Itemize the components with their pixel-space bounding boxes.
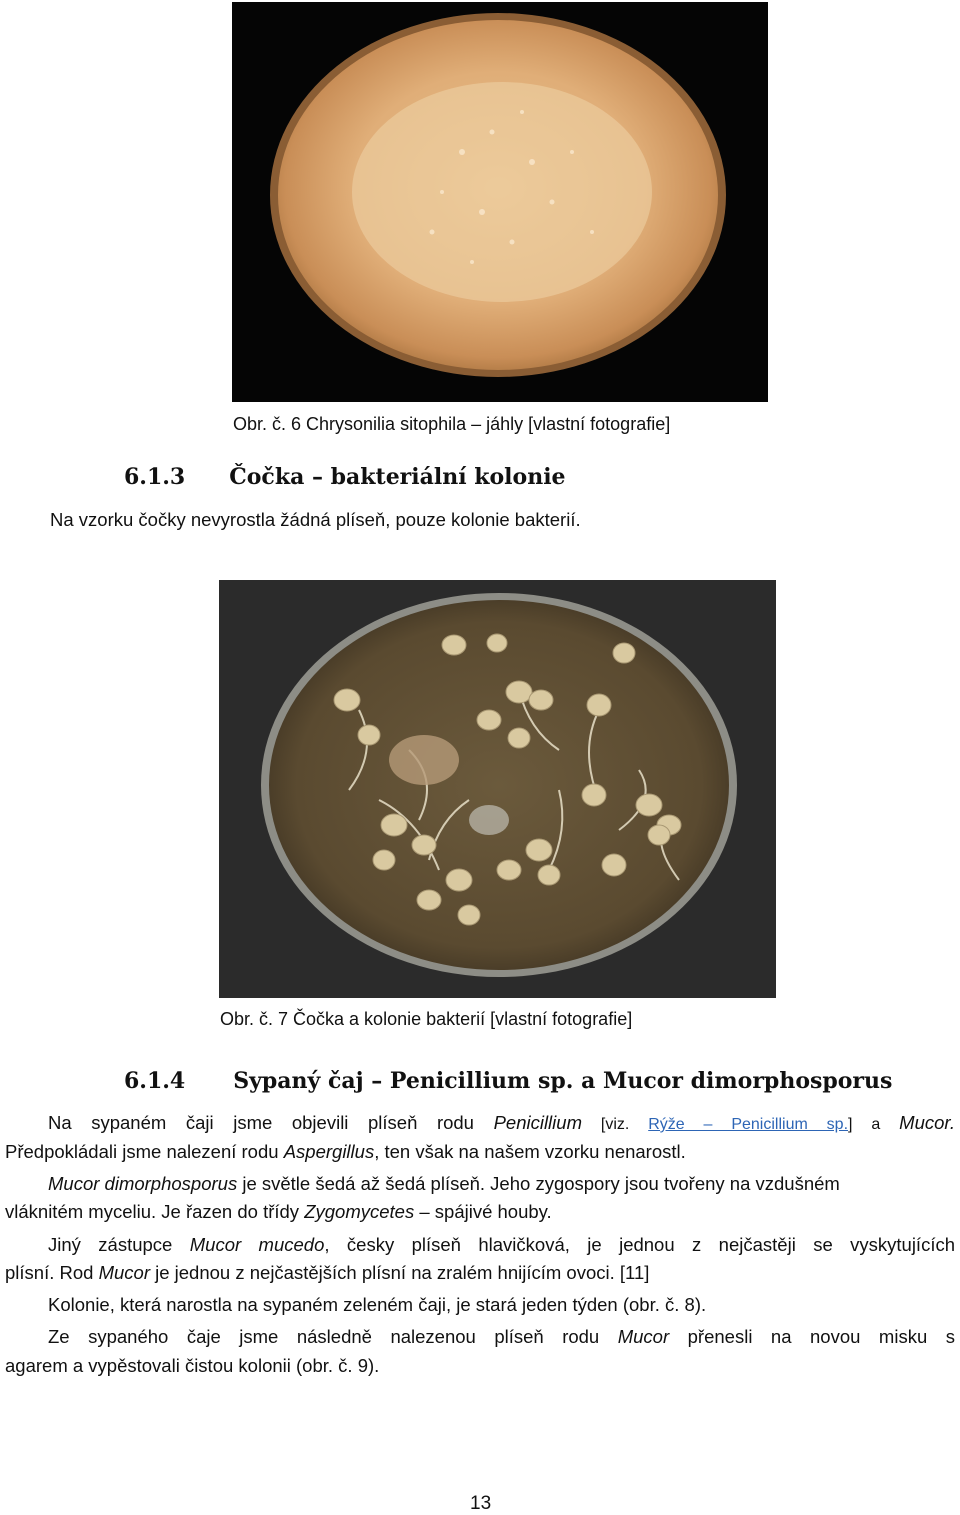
species-mucor-mucedo: Mucor mucedo — [189, 1234, 325, 1255]
genus-mucor: Mucor. — [899, 1112, 956, 1133]
species-mucor-dimorphosporus: Mucor dimorphosporus — [48, 1173, 238, 1194]
genus-aspergillus: Aspergillus — [283, 1141, 375, 1162]
paragraph-1-text-d: ] a — [848, 1116, 900, 1133]
section-614-title: Sypaný čaj – Penicillium sp. a Mucor dimorphosporus — [233, 1068, 893, 1094]
paragraph-2-text-l2c: – spájivé houby. — [414, 1201, 552, 1222]
paragraph-4: Kolonie, která narostla na sypaném zeleném čaji, je stará jeden týden (obr. č. 8). — [48, 1294, 707, 1315]
genus-mucor-3: Mucor — [617, 1326, 670, 1347]
paragraph-1-line-1 — [5, 1112, 955, 1134]
paragraph-5-text-c: přenesli na novou misku s — [669, 1326, 955, 1347]
paragraph-3-text-c: , česky plíseň hlavičková, je jednou z nejčastěji se vyskytujících — [324, 1234, 956, 1255]
paragraph-2-line-2 — [5, 1201, 552, 1223]
paragraph-1-text-a: Na sypaném čaji jsme objevili plíseň rodu — [48, 1112, 494, 1133]
genus-penicillium: Penicillium — [493, 1112, 582, 1133]
paragraph-1-line-2 — [5, 1141, 686, 1163]
section-613-heading — [124, 464, 566, 490]
paragraph-3-text-l2c: je jednou z nejčastějších plísní na zralém hnijícím ovoci. [11] — [149, 1262, 650, 1283]
paragraph-3-text-l2a: plísní. Rod — [5, 1262, 99, 1283]
paragraph-3-line-1 — [5, 1234, 955, 1256]
reference-prefix: [viz. — [581, 1116, 649, 1133]
paragraph-2-text-l2a: vláknitém myceliu. Je řazen do třídy — [5, 1201, 305, 1222]
cross-reference-link[interactable]: Rýže – Penicillium sp. — [648, 1116, 849, 1133]
paragraph-3-text-a: Jiný zástupce — [48, 1234, 190, 1255]
figure-7-caption: Obr. č. 7 Čočka a kolonie bakterií [vlastní fotografie] — [220, 1009, 633, 1029]
paragraph-3-line-2 — [5, 1262, 649, 1284]
paragraph-5-line-1 — [5, 1326, 955, 1348]
paragraph-5-text-a: Ze sypaného čaje jsme následně nalezenou plíseň rodu — [48, 1326, 618, 1347]
paragraph-2-line-1 — [48, 1173, 840, 1195]
section-613-text: Na vzorku čočky nevyrostla žádná plíseň, pouze kolonie bakterií. — [50, 509, 581, 530]
section-613-number: 6.1.3 — [124, 464, 186, 490]
genus-mucor-2: Mucor — [98, 1262, 150, 1283]
section-613-title: Čočka – bakteriální kolonie — [229, 464, 566, 490]
petri-dish-photo-chrysonilia — [232, 2, 768, 402]
paragraph-1-text-l2c: , ten však na našem vzorku nenarostl. — [374, 1141, 686, 1162]
section-614-number: 6.1.4 — [124, 1068, 186, 1094]
figure-6-caption: Obr. č. 6 Chrysonilia sitophila – jáhly [vlastní fotografie] — [233, 414, 671, 434]
class-zygomycetes: Zygomycetes — [304, 1201, 415, 1222]
page-number: 13 — [470, 1493, 492, 1514]
paragraph-5-line-2: agarem a vypěstovali čistou kolonii (obr. č. 9). — [5, 1355, 380, 1376]
paragraph-1-text-l2a: Předpokládali jsme nalezení rodu — [5, 1141, 284, 1162]
petri-dish-photo-lentils — [219, 580, 776, 998]
section-614-heading — [124, 1068, 892, 1094]
paragraph-2-text-b: je světle šedá až šedá plíseň. Jeho zygospory jsou tvořeny na vzdušném — [237, 1173, 840, 1194]
